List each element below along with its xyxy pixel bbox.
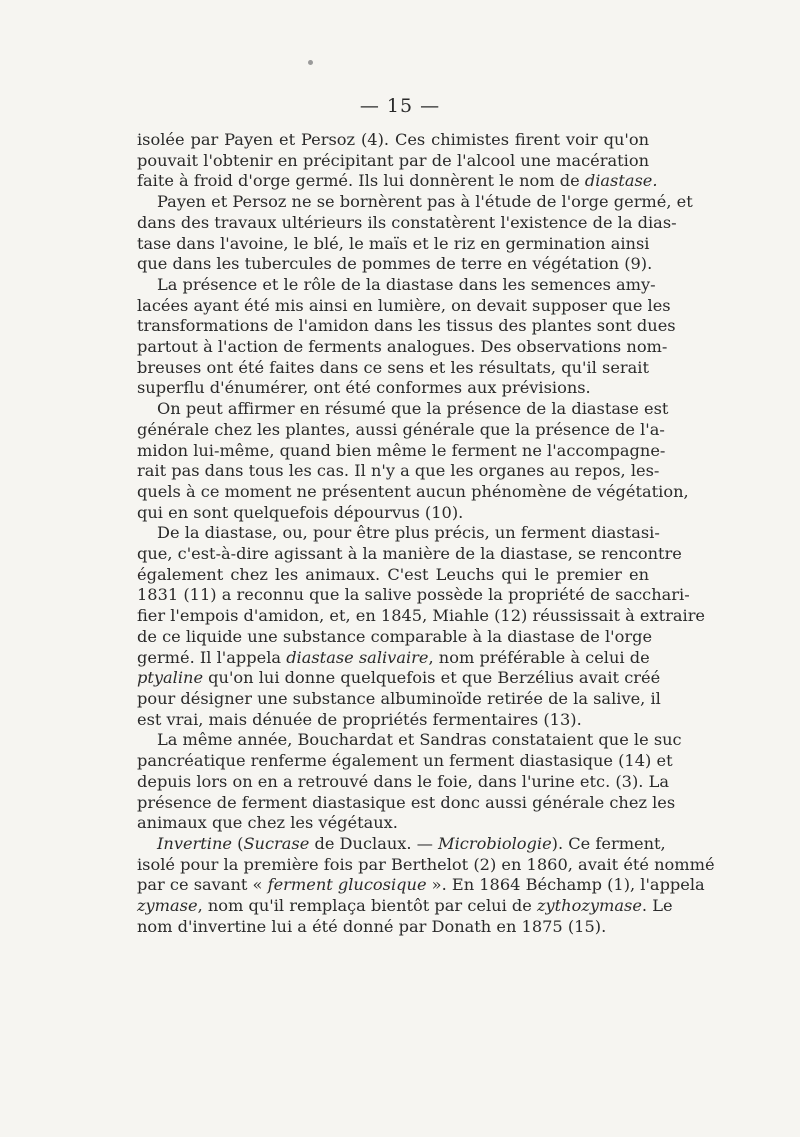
text-line: [137, 234, 649, 255]
text-line: [137, 378, 649, 399]
text-run: de ce liquide une substance comparable à la diastase de l'orge: [137, 626, 653, 646]
text-line: [137, 771, 669, 793]
text-line: [137, 419, 665, 441]
text-line: [137, 192, 693, 213]
text-run: générale chez les plantes, aussi générale que la présence de l'a-: [137, 419, 665, 439]
text-line: [137, 523, 660, 544]
text-line: [137, 316, 676, 337]
text-line: [137, 171, 658, 192]
page-number: — 15 —: [359, 95, 441, 117]
text-run: (: [231, 833, 244, 853]
italic-term: Invertine: [157, 833, 232, 853]
italic-term: ptyaline: [137, 668, 204, 688]
text-run: que, c'est-à-dire agissant à la manière de la diastase, se rencontre: [137, 544, 682, 564]
text-run: dans des travaux ultérieurs ils constatèrent l'existence de la dias-: [137, 212, 677, 232]
text-line: [137, 875, 705, 896]
text-run: depuis lors on en a retrouvé dans le foie, dans l'urine etc. (3). La: [137, 771, 669, 791]
paragraph: [137, 833, 715, 938]
text-line: [137, 503, 649, 524]
text-run: 1831 (11) a reconnu que la salive possède la propriété de sacchari-: [137, 585, 690, 605]
text-line: [137, 358, 649, 379]
text-line: [137, 565, 649, 586]
text-run: de Duclaux. —: [309, 833, 439, 853]
text-run: ). Ce ferment,: [551, 833, 666, 853]
text-run: fier l'empois d'amidon, et, en 1845, Miahle (12) réussissait à extraire: [137, 606, 706, 626]
paragraph: [137, 192, 693, 275]
text-run: qu'on lui donne quelquefois et que Berzélius avait créé: [203, 668, 661, 688]
text-line: [137, 813, 649, 834]
paragraph: [137, 523, 706, 730]
text-run: midon lui-même, quand bien même le ferment ne l'accompagne-: [137, 440, 666, 460]
text-run: breuses ont été faites dans ce sens et les résultats, qu'il serait: [137, 357, 649, 377]
text-line: [137, 274, 656, 296]
text-line: [137, 151, 649, 172]
text-line: [137, 130, 649, 151]
text-run: transformations de l'amidon dans les tissus des plantes sont dues: [137, 316, 676, 336]
text-run: isolé pour la première fois par Berthelot (2) en 1860, avait été nommé: [137, 854, 715, 874]
text-run: . Le: [641, 896, 673, 916]
text-run: , nom préférable à celui de: [428, 647, 650, 667]
text-run: pancréatique renferme également un ferment diastasique (14) et: [137, 751, 673, 771]
text-run: quels à ce moment ne présentent aucun phénomène de végétation,: [137, 481, 689, 501]
italic-term: diastase.: [584, 171, 658, 191]
text-run: lacées ayant été mis ainsi en lumière, on devait supposer que les: [137, 295, 671, 315]
text-run: présence de ferment diastasique est donc aussi générale chez les: [137, 792, 676, 812]
text-run: Payen et Persoz ne se bornèrent pas à l'étude de l'orge germé, et: [157, 192, 693, 212]
text-run: On peut affirmer en résumé que la présence de la diastase est: [157, 399, 669, 419]
text-run: La présence et le rôle de la diastase dans les semences amy-: [157, 274, 656, 294]
text-run: superflu d'énumérer, ont été conformes aux prévisions.: [137, 378, 591, 398]
text-line: [137, 481, 689, 503]
text-line: [137, 254, 653, 275]
text-line: [137, 648, 649, 669]
paragraph: [137, 730, 682, 834]
text-run: pour désigner une substance albuminoïde retirée de la salive, il: [137, 688, 661, 708]
text-line: [137, 606, 706, 627]
page-speck: [308, 60, 313, 65]
text-run: qui en sont quelquefois dépourvus (10).: [137, 502, 464, 522]
italic-term: ferment glucosique: [267, 875, 427, 895]
text-line: [137, 399, 669, 420]
text-line: [137, 792, 676, 814]
text-run: De la diastase, ou, pour être plus précis, un ferment diastasi-: [157, 523, 660, 543]
italic-term: zymase: [137, 896, 198, 916]
paragraph: [137, 130, 658, 192]
text-line: [137, 585, 690, 606]
text-line: [137, 544, 682, 565]
text-run: germé. Il l'appela: [137, 647, 287, 667]
text-line: [137, 854, 715, 876]
text-line: [137, 710, 649, 731]
text-line: [137, 833, 666, 855]
text-line: [137, 896, 673, 917]
text-run: pouvait l'obtenir en précipitant par de l'alcool une macération: [137, 150, 649, 170]
text-run: tase dans l'avoine, le blé, le maïs et le riz en germination ainsi: [137, 233, 650, 253]
text-run: est vrai, mais dénuée de propriétés fermentaires (13).: [137, 709, 582, 729]
text-run: également chez les animaux. C'est Leuchs qui le premier en: [137, 564, 649, 584]
text-run: par ce savant «: [137, 875, 268, 895]
text-run: faite à froid d'orge germé. Ils lui donnèrent le nom de: [137, 171, 585, 191]
paragraph: [137, 274, 676, 399]
body-text: [137, 130, 715, 937]
text-run: que dans les tubercules de pommes de terre en végétation (9).: [137, 254, 653, 274]
text-line: [137, 668, 661, 689]
paragraph: [137, 399, 689, 523]
text-line: [137, 337, 668, 358]
text-run: La même année, Bouchardat et Sandras constataient que le suc: [157, 730, 682, 750]
text-run: animaux que chez les végétaux.: [137, 813, 398, 833]
italic-term: Sucrase: [243, 833, 310, 853]
text-run: rait pas dans tous les cas. Il n'y a que les organes au repos, les-: [137, 461, 660, 481]
text-run: nom d'invertine lui a été donné par Donath en 1875 (15).: [137, 916, 607, 936]
italic-term: Microbiologie: [438, 833, 552, 853]
text-line: [137, 440, 666, 462]
text-line: [137, 917, 649, 938]
text-line: [137, 730, 682, 751]
text-run: , nom qu'il remplaça bientôt par celui de: [197, 896, 537, 916]
italic-term: zythozymase: [536, 896, 642, 916]
text-run: ». En 1864 Béchamp (1), l'appela: [426, 875, 705, 895]
text-line: [137, 461, 660, 482]
text-line: [137, 626, 653, 648]
text-line: [137, 688, 661, 710]
text-line: [137, 212, 677, 234]
italic-term: diastase salivaire: [286, 647, 429, 667]
text-run: partout à l'action de ferments analogues. Des observations nom-: [137, 337, 668, 357]
text-line: [137, 751, 673, 772]
text-line: [137, 295, 671, 317]
text-run: isolée par Payen et Persoz (4). Ces chimistes firent voir qu'on: [137, 130, 649, 149]
